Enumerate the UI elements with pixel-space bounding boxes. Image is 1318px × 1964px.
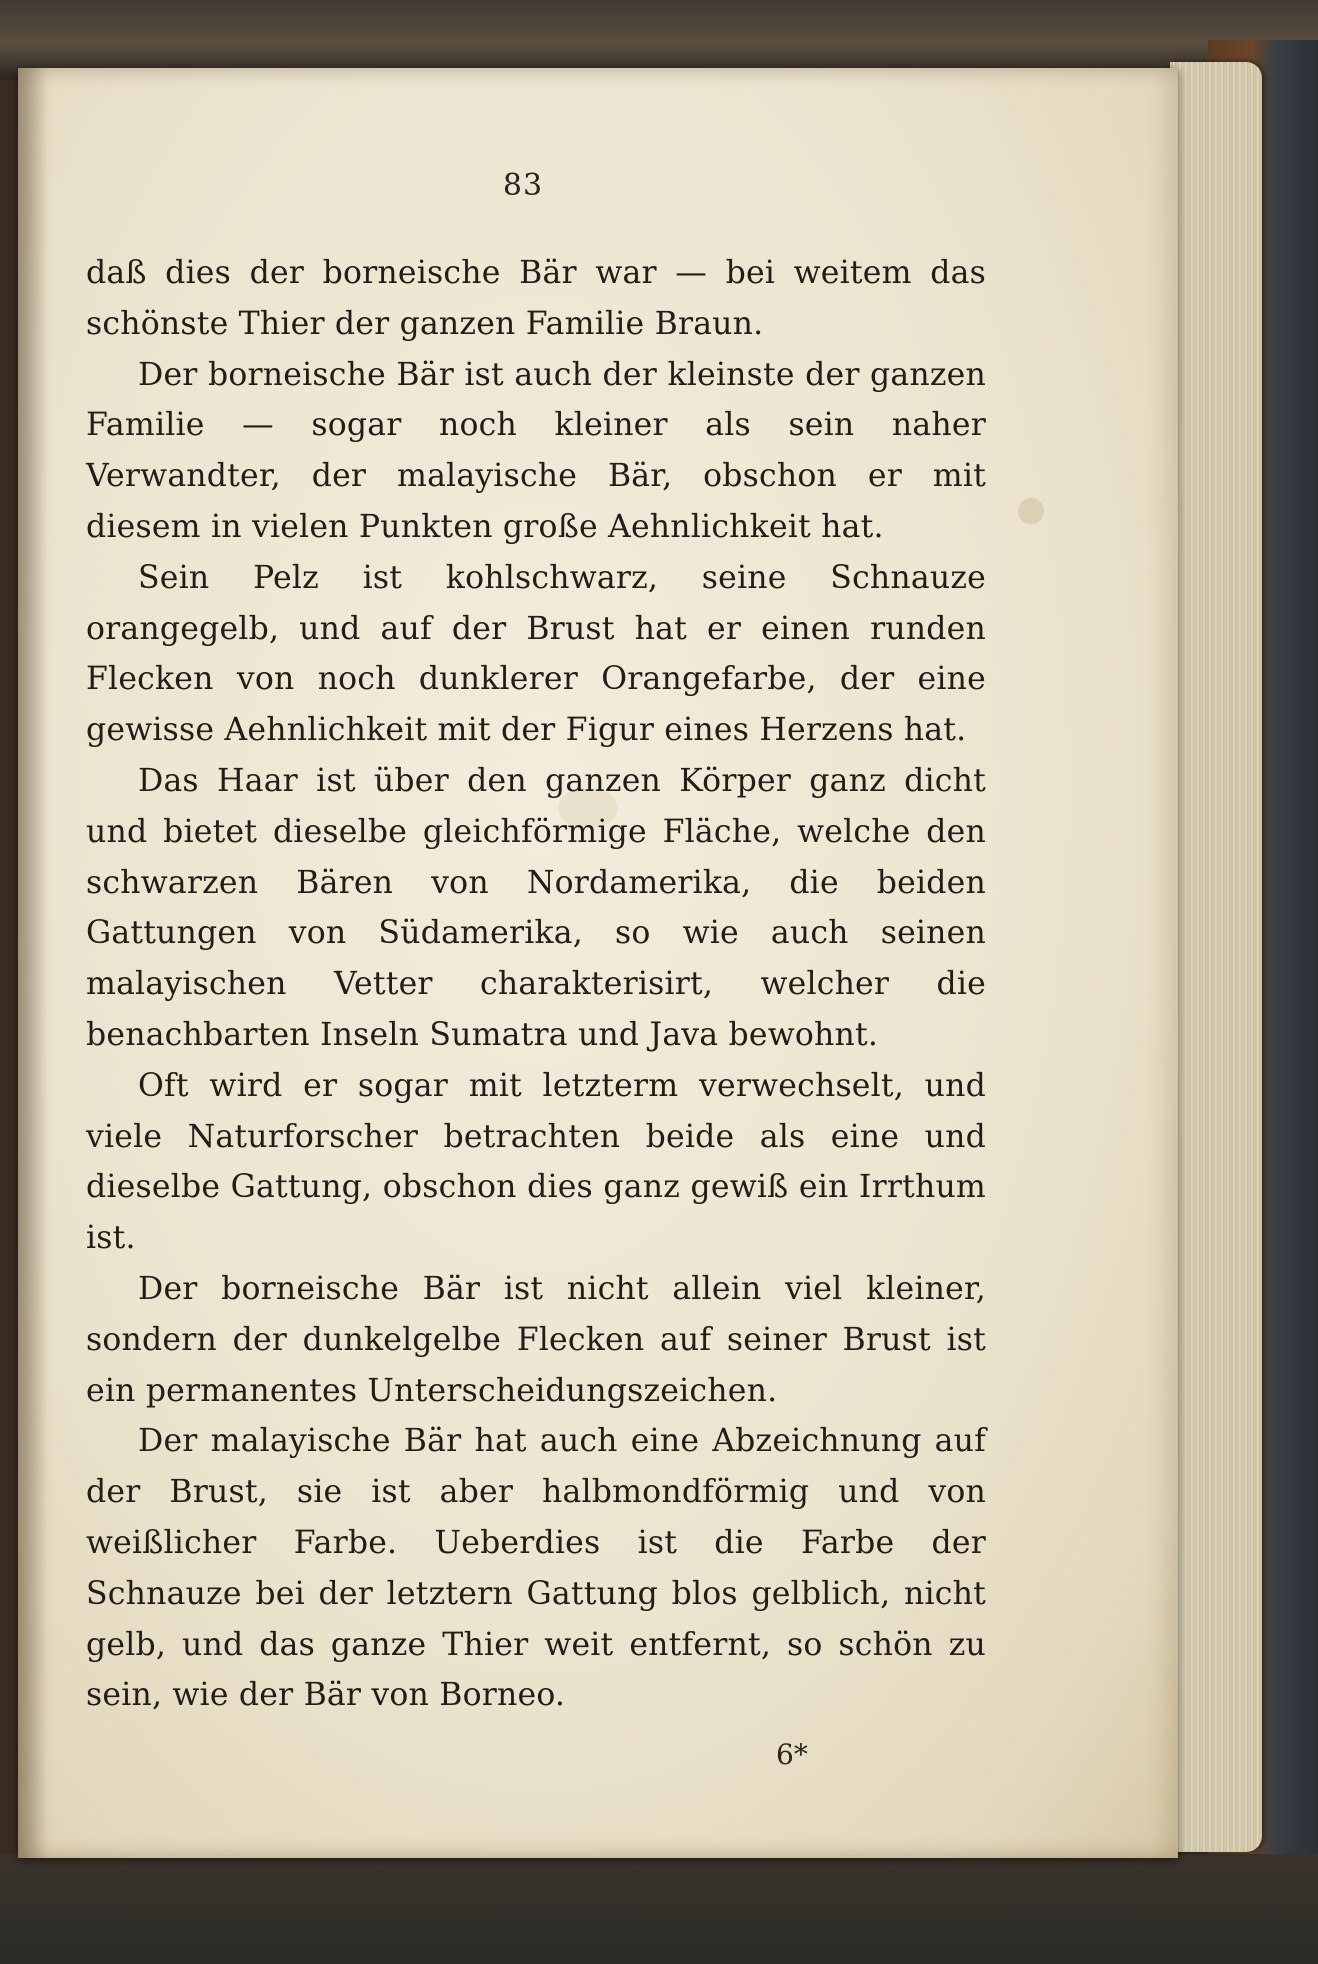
book-page: [18, 68, 1178, 1858]
page-gutter: [18, 68, 48, 1858]
paragraph-6: Der borneische Bär ist nicht allein viel kleiner, sondern der dunkelgelbe Flecken auf seiner Brust ist ein permanentes Unterscheidungszeichen.: [86, 1270, 986, 1409]
page-edges: [1170, 62, 1262, 1852]
paragraph-4: Das Haar ist über den ganzen Körper ganz dicht und bietet dieselbe gleichförmige Fläche, welche den schwarzen Bären von Nordamerika, die beiden Gattungen von Südamerika, so wie auch seinen malayischen Vetter charakterisirt, welcher die benachbarten Inseln Sumatra und Java bewohnt.: [86, 762, 986, 1053]
printer-signature-mark: 6*: [776, 1738, 808, 1771]
paragraph-5: Oft wird er sogar mit letzterm verwechselt, und viele Naturforscher betrachten beide als eine und dieselbe Gattung, obschon dies ganz gewiß ein Irrthum ist.: [86, 1067, 986, 1257]
paragraph-3: Sein Pelz ist kohlschwarz, seine Schnauze orangegelb, und auf der Brust hat er einen runden Flecken von noch dunklerer Orangefarbe, der eine gewisse Aehnlichkeit mit der Figur eines Herzens hat.: [86, 559, 986, 749]
paper-stain: [1018, 498, 1044, 524]
page-body-text: [86, 248, 986, 1721]
book-cover-bottom: [0, 1854, 1318, 1964]
paragraph-2: Der borneische Bär ist auch der kleinste der ganzen Familie — sogar noch kleiner als sein naher Verwandter, der malayische Bär, obschon er mit diesem in vielen Punkten große Aehnlichkeit hat.: [86, 356, 986, 545]
page-number: 83: [502, 168, 544, 203]
paragraph-1: daß dies der borneische Bär war — bei weitem das schönste Thier der ganzen Familie Braun.: [86, 255, 986, 342]
paragraph-7: Der malayische Bär hat auch eine Abzeichnung auf der Brust, sie ist aber halbmondförmig und von weißlicher Farbe. Ueberdies ist die Farbe der Schnauze bei der letztern Gattung blos gelblich, nicht gelb, und das ganze Thier weit entfernt, so schön zu sein, wie der Bär von Borneo.: [86, 1423, 986, 1714]
